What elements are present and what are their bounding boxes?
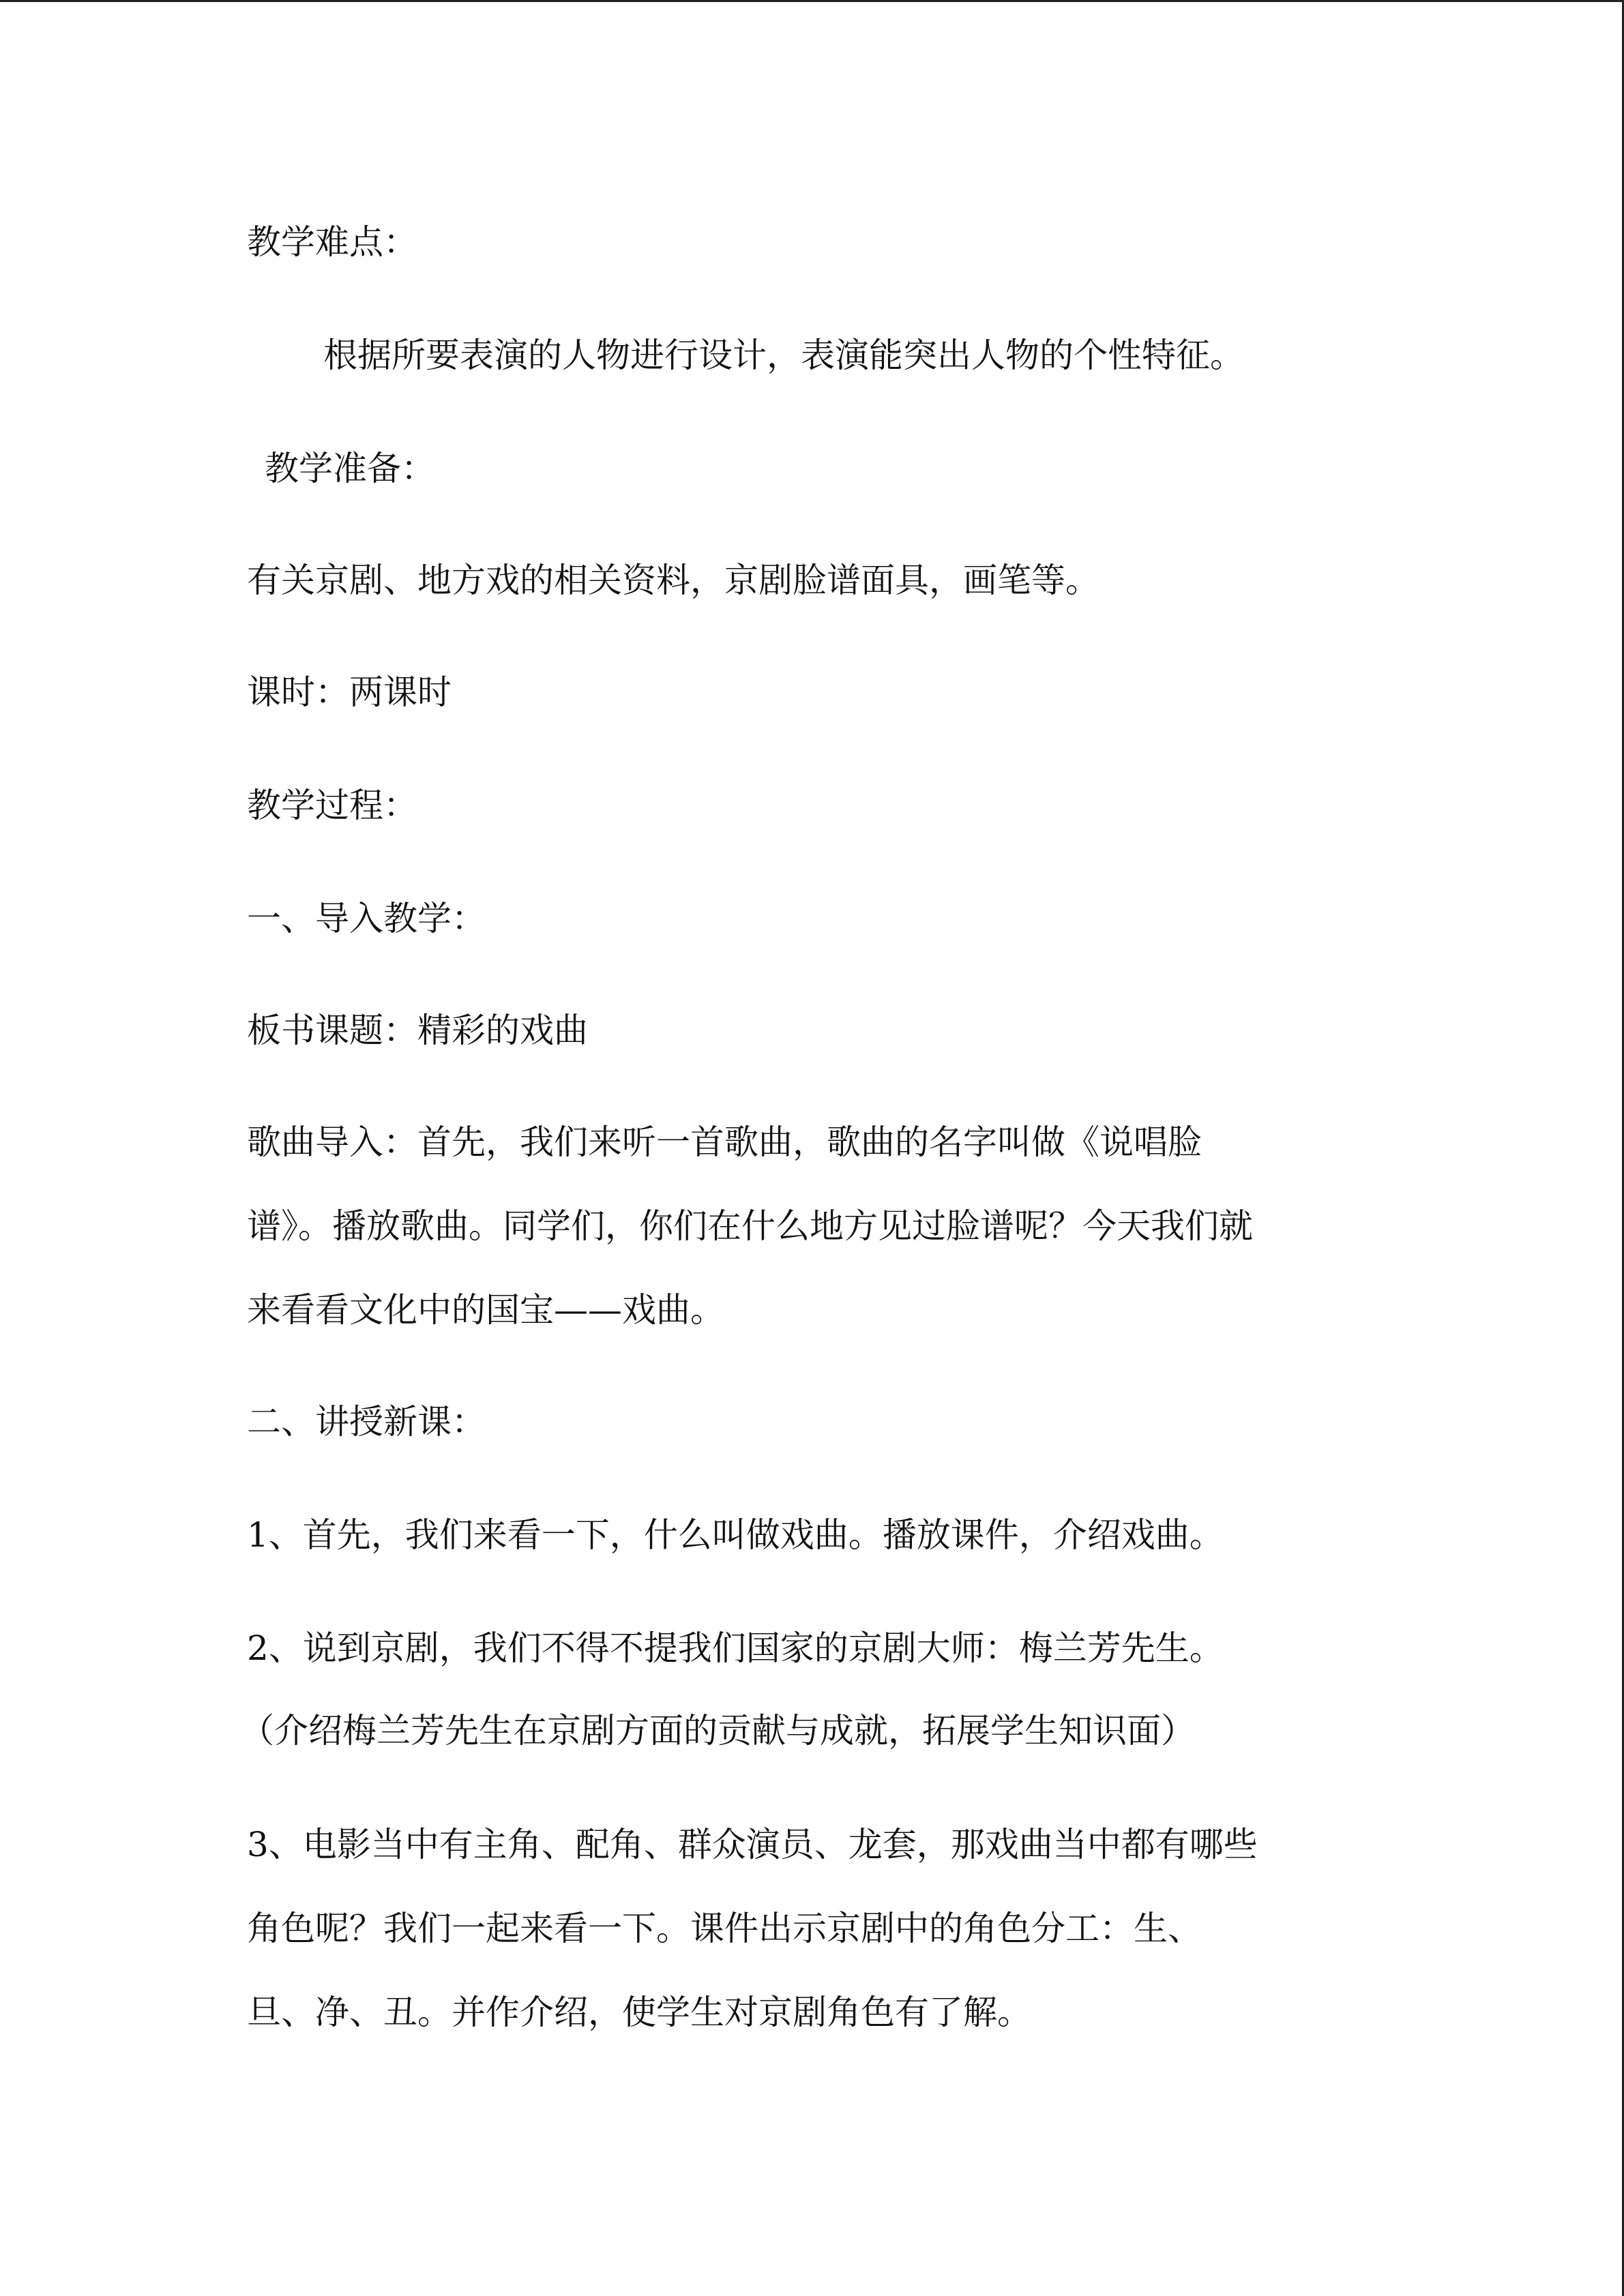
list-item-3-line-3: 旦、净、丑。并作介绍，使学生对京剧角色有了解。 <box>247 1993 1031 2032</box>
paragraph-difficulty-content: 根据所要表演的人物进行设计，表演能突出人物的个性特征。 <box>323 336 1244 375</box>
heading-teaching-difficulty: 教学难点： <box>247 222 417 262</box>
list-item-2-line-2: （介绍梅兰芳先生在京剧方面的贡献与成就，拓展学生知识面） <box>240 1711 1195 1750</box>
paragraph-board-title: 板书课题：精彩的戏曲 <box>247 1011 588 1050</box>
heading-teaching-process: 教学过程： <box>247 786 417 825</box>
paragraph-song-intro-line-1: 歌曲导入：首先，我们来听一首歌曲，歌曲的名字叫做《说唱脸 <box>247 1122 1202 1162</box>
list-item-3-line-2: 角色呢？我们一起来看一下。课件出示京剧中的角色分工：生、 <box>247 1909 1202 1948</box>
list-item-1: 1、首先，我们来看一下，什么叫做戏曲。播放课件，介绍戏曲。 <box>247 1515 1224 1555</box>
paragraph-class-hours: 课时：两课时 <box>247 672 452 712</box>
paragraph-preparation-content: 有关京剧、地方戏的相关资料，京剧脸谱面具，画笔等。 <box>247 561 1099 600</box>
paragraph-song-intro-line-2: 谱》。播放歌曲。同学们，你们在什么地方见过脸谱呢？今天我们就 <box>247 1206 1253 1246</box>
heading-section-two: 二、讲授新课： <box>247 1402 486 1442</box>
list-item-2-line-1: 2、说到京剧，我们不得不提我们国家的京剧大师：梅兰芳先生。 <box>247 1628 1224 1668</box>
list-item-3-line-1: 3、电影当中有主角、配角、群众演员、龙套，那戏曲当中都有哪些 <box>247 1825 1258 1864</box>
heading-teaching-preparation: 教学准备： <box>265 449 435 488</box>
paragraph-song-intro-line-3: 来看看文化中的国宝——戏曲。 <box>247 1290 724 1330</box>
heading-section-one: 一、导入教学： <box>247 899 486 938</box>
